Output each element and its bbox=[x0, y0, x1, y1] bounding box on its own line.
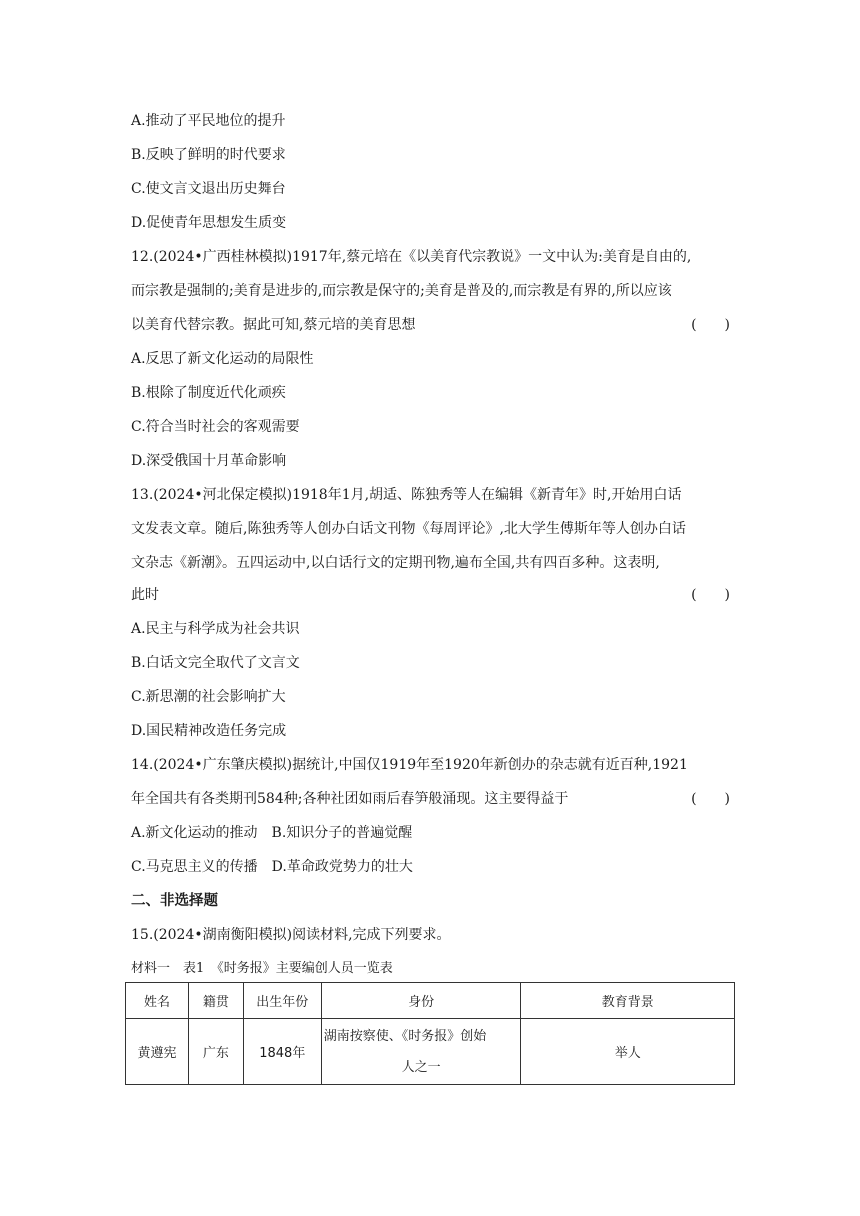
q11-option-a: A.推动了平民地位的提升 bbox=[131, 113, 286, 129]
cell-identity bbox=[321, 1019, 521, 1085]
q12-answer-bracket: ( ) bbox=[691, 317, 730, 333]
q14-stem-line-2: 年全国共有各类期刊584种;各种社团如雨后春笋般涌现。这主要得益于 bbox=[131, 791, 569, 807]
cell-education: 举人 bbox=[521, 1019, 735, 1085]
q15-stem: 15.(2024•湖南衡阳模拟)阅读材料,完成下列要求。 bbox=[131, 927, 451, 943]
cell-identity-line-2: 人之一 bbox=[401, 1059, 441, 1075]
q13-option-a: A.民主与科学成为社会共识 bbox=[131, 621, 300, 637]
q13-answer-bracket: ( ) bbox=[691, 587, 730, 603]
table-row bbox=[126, 1019, 735, 1085]
q11-option-c: C.使文言文退出历史舞台 bbox=[131, 181, 286, 197]
cell-birth-year: 1848年 bbox=[243, 1019, 321, 1085]
q13-stem-line-1: 13.(2024•河北保定模拟)1918年1月,胡适、陈独秀等人在编辑《新青年》时,开始用白话 bbox=[131, 487, 682, 503]
cell-identity-line-1: 湖南按察使、《时务报》创始 bbox=[323, 1028, 487, 1044]
q12-option-b: B.根除了制度近代化顽疾 bbox=[131, 385, 286, 401]
header-name: 姓名 bbox=[126, 983, 189, 1019]
section-heading-non-choice: 二、非选择题 bbox=[131, 893, 218, 909]
table-header-row bbox=[126, 983, 735, 1019]
header-origin: 籍贯 bbox=[188, 983, 243, 1019]
q12-option-a: A.反思了新文化运动的局限性 bbox=[131, 351, 314, 367]
header-education: 教育背景 bbox=[521, 983, 735, 1019]
q13-option-d: D.国民精神改造任务完成 bbox=[131, 723, 287, 739]
q14-answer-bracket: ( ) bbox=[691, 791, 730, 807]
q14-options-row-1: A.新文化运动的推动 B.知识分子的普遍觉醒 bbox=[131, 825, 413, 841]
header-birth-year: 出生年份 bbox=[243, 983, 321, 1019]
q13-stem-line-4: 此时 bbox=[131, 587, 159, 603]
q13-option-b: B.白话文完全取代了文言文 bbox=[131, 655, 300, 671]
q11-option-b: B.反映了鲜明的时代要求 bbox=[131, 147, 286, 163]
q15-table-caption: 材料一 表1 《时务报》主要编创人员一览表 bbox=[131, 961, 393, 976]
q13-option-c: C.新思潮的社会影响扩大 bbox=[131, 689, 286, 705]
q12-option-d: D.深受俄国十月革命影响 bbox=[131, 453, 287, 469]
q12-stem-line-3: 以美育代替宗教。据此可知,蔡元培的美育思想 bbox=[131, 317, 416, 333]
q14-stem-line-1: 14.(2024•广东肇庆模拟)据统计,中国仅1919年至1920年新创办的杂志就有近百种,1921 bbox=[131, 757, 688, 773]
q13-stem-line-3: 文杂志《新潮》。五四运动中,以白话行文的定期刊物,遍布全国,共有四百多种。这表明, bbox=[131, 555, 660, 571]
cell-name: 黄遵宪 bbox=[126, 1019, 189, 1085]
q14-options-row-2: C.马克思主义的传播 D.革命政党势力的壮大 bbox=[131, 859, 413, 875]
header-identity: 身份 bbox=[321, 983, 521, 1019]
q12-stem-line-2: 而宗教是强制的;美育是进步的,而宗教是保守的;美育是普及的,而宗教是有界的,所以应该 bbox=[131, 283, 672, 299]
cell-origin: 广东 bbox=[188, 1019, 243, 1085]
editors-table bbox=[125, 982, 735, 1085]
q13-stem-line-2: 文发表文章。随后,陈独秀等人创办白话文刊物《每周评论》,北大学生傅斯年等人创办白话 bbox=[131, 521, 686, 537]
q11-option-d: D.促使青年思想发生质变 bbox=[131, 215, 287, 231]
q12-stem-line-1: 12.(2024•广西桂林模拟)1917年,蔡元培在《以美育代宗教说》一文中认为:美育是自由的, bbox=[131, 249, 692, 265]
q12-option-c: C.符合当时社会的客观需要 bbox=[131, 419, 300, 435]
